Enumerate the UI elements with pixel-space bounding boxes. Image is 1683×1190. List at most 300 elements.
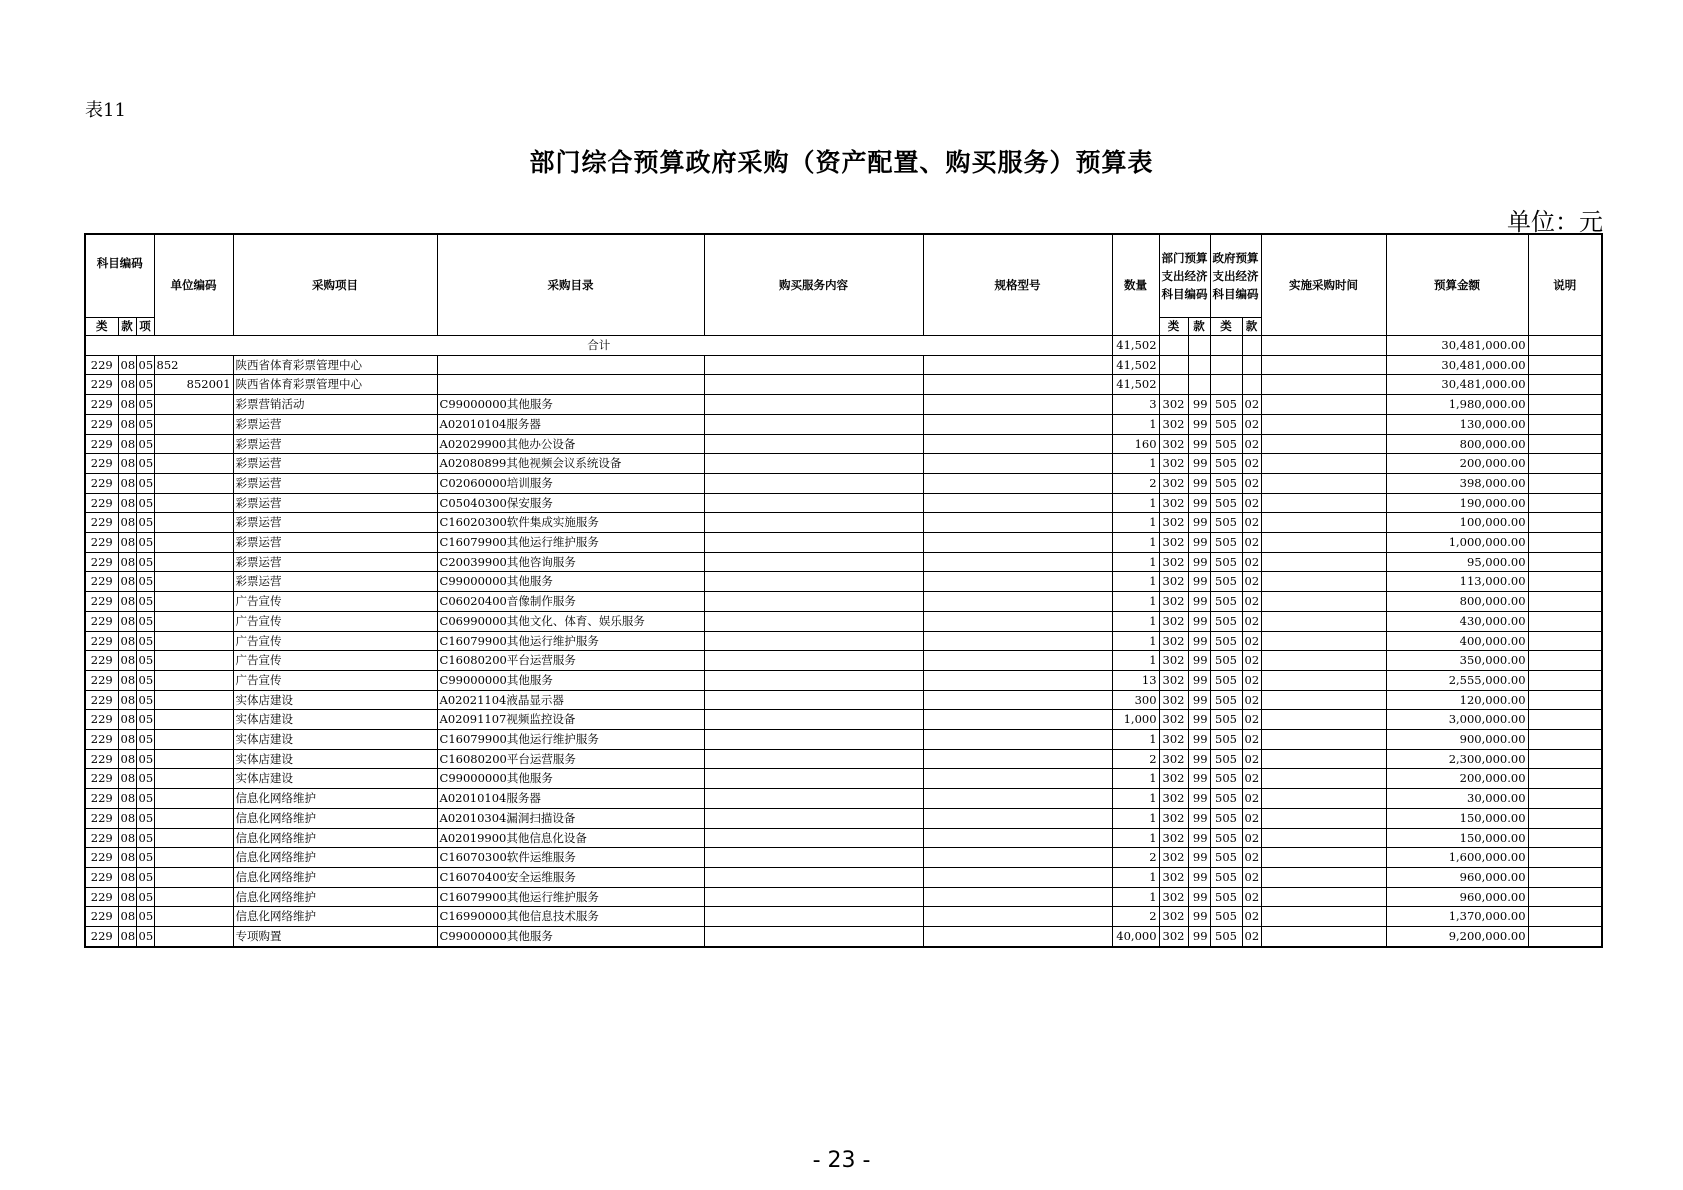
cell-gov-econ-kuan: 02	[1242, 473, 1261, 493]
cell-budget-amount: 1,600,000.00	[1386, 848, 1528, 868]
cell-subject-kuan: 08	[118, 769, 136, 789]
cell-quantity: 1	[1112, 552, 1159, 572]
cell-dept-econ-kuan: 99	[1188, 828, 1210, 848]
cell-subject-xiang: 05	[136, 375, 154, 395]
cell-gov-econ-kuan: 02	[1242, 631, 1261, 651]
total-amount: 30,481,000.00	[1386, 336, 1528, 356]
cell-gov-econ-lei: 505	[1210, 414, 1242, 434]
cell-quantity: 1	[1112, 887, 1159, 907]
header-gov-lei: 类	[1210, 318, 1242, 336]
cell-unit-code	[154, 828, 233, 848]
cell-unit-code	[154, 907, 233, 927]
cell-service-content	[704, 611, 923, 631]
cell-dept-econ-kuan: 99	[1188, 848, 1210, 868]
cell-dept-econ-lei: 302	[1159, 730, 1188, 750]
cell-budget-amount: 9,200,000.00	[1386, 927, 1528, 947]
cell-service-content	[704, 710, 923, 730]
cell-service-content	[704, 867, 923, 887]
cell-dept-econ-lei: 302	[1159, 434, 1188, 454]
cell-subject-lei: 229	[85, 355, 118, 375]
cell-budget-amount: 398,000.00	[1386, 473, 1528, 493]
cell-dept-econ-lei: 302	[1159, 592, 1188, 612]
cell-subject-kuan: 08	[118, 513, 136, 533]
cell-subject-kuan: 08	[118, 473, 136, 493]
cell-quantity: 2	[1112, 848, 1159, 868]
cell-budget-amount: 1,980,000.00	[1386, 395, 1528, 415]
cell-gov-econ-kuan: 02	[1242, 927, 1261, 947]
cell-subject-lei: 229	[85, 395, 118, 415]
cell-note	[1528, 493, 1602, 513]
cell-unit-code	[154, 769, 233, 789]
cell-unit-code	[154, 552, 233, 572]
cell-dept-econ-lei: 302	[1159, 651, 1188, 671]
cell-subject-lei: 229	[85, 710, 118, 730]
cell-service-content	[704, 828, 923, 848]
cell-gov-econ-lei: 505	[1210, 493, 1242, 513]
cell-project: 彩票运营	[233, 493, 437, 513]
cell-unit-code	[154, 710, 233, 730]
cell-procurement-time	[1261, 848, 1386, 868]
cell-subject-lei: 229	[85, 493, 118, 513]
table-row	[85, 690, 1602, 710]
cell-gov-econ-lei: 505	[1210, 473, 1242, 493]
cell-catalog: A02021104液晶显示器	[437, 690, 704, 710]
cell-spec-model	[923, 651, 1112, 671]
cell-subject-lei: 229	[85, 749, 118, 769]
cell-unit-code	[154, 513, 233, 533]
cell-subject-xiang: 05	[136, 690, 154, 710]
table-row	[85, 414, 1602, 434]
cell-subject-xiang: 05	[136, 848, 154, 868]
cell-catalog: C16080200平台运营服务	[437, 749, 704, 769]
cell-subject-kuan: 08	[118, 395, 136, 415]
cell-gov-econ-lei: 505	[1210, 611, 1242, 631]
cell-gov-econ-kuan: 02	[1242, 769, 1261, 789]
cell-procurement-time	[1261, 769, 1386, 789]
cell-budget-amount: 1,370,000.00	[1386, 907, 1528, 927]
cell-catalog: C05040300保安服务	[437, 493, 704, 513]
cell-spec-model	[923, 473, 1112, 493]
cell-catalog: A02010104服务器	[437, 789, 704, 809]
table-row	[85, 355, 1602, 375]
cell-spec-model	[923, 670, 1112, 690]
cell-dept-econ-kuan: 99	[1188, 710, 1210, 730]
cell-dept-econ-kuan: 99	[1188, 670, 1210, 690]
cell-spec-model	[923, 434, 1112, 454]
header-gov-econ-code: 政府预算支出经济科目编码	[1210, 234, 1261, 318]
table-row	[85, 828, 1602, 848]
cell-dept-econ-lei: 302	[1159, 789, 1188, 809]
cell-dept-econ-lei: 302	[1159, 414, 1188, 434]
cell-note	[1528, 611, 1602, 631]
cell-service-content	[704, 513, 923, 533]
cell-gov-econ-lei: 505	[1210, 670, 1242, 690]
cell-procurement-time	[1261, 907, 1386, 927]
cell-gov-econ-kuan: 02	[1242, 808, 1261, 828]
cell-procurement-time	[1261, 513, 1386, 533]
cell-procurement-time	[1261, 927, 1386, 947]
cell-subject-xiang: 05	[136, 631, 154, 651]
cell-unit-code	[154, 927, 233, 947]
header-unit-code: 单位编码	[154, 234, 233, 336]
cell-empty	[1210, 336, 1242, 356]
cell-spec-model	[923, 828, 1112, 848]
table-row	[85, 907, 1602, 927]
cell-quantity: 3	[1112, 395, 1159, 415]
cell-project: 实体店建设	[233, 710, 437, 730]
cell-procurement-time	[1261, 592, 1386, 612]
cell-spec-model	[923, 375, 1112, 395]
cell-service-content	[704, 749, 923, 769]
cell-procurement-time	[1261, 493, 1386, 513]
cell-subject-xiang: 05	[136, 670, 154, 690]
cell-service-content	[704, 808, 923, 828]
cell-procurement-time	[1261, 611, 1386, 631]
cell-subject-kuan: 08	[118, 670, 136, 690]
cell-subject-kuan: 08	[118, 611, 136, 631]
cell-quantity: 2	[1112, 749, 1159, 769]
header-dept-econ-code: 部门预算支出经济科目编码	[1159, 234, 1210, 318]
cell-service-content	[704, 730, 923, 750]
cell-unit-code	[154, 808, 233, 828]
cell-subject-kuan: 08	[118, 690, 136, 710]
table-row	[85, 769, 1602, 789]
cell-dept-econ-lei: 302	[1159, 710, 1188, 730]
cell-subject-lei: 229	[85, 769, 118, 789]
cell-spec-model	[923, 769, 1112, 789]
total-row	[85, 336, 1602, 356]
cell-empty	[1261, 336, 1386, 356]
cell-gov-econ-kuan: 02	[1242, 749, 1261, 769]
cell-note	[1528, 848, 1602, 868]
cell-project: 广告宣传	[233, 651, 437, 671]
cell-spec-model	[923, 848, 1112, 868]
cell-dept-econ-kuan: 99	[1188, 808, 1210, 828]
total-quantity: 41,502	[1112, 336, 1159, 356]
cell-procurement-time	[1261, 808, 1386, 828]
cell-gov-econ-lei: 505	[1210, 454, 1242, 474]
table-row	[85, 572, 1602, 592]
cell-catalog: C16020300软件集成实施服务	[437, 513, 704, 533]
cell-catalog	[437, 355, 704, 375]
cell-quantity: 1	[1112, 414, 1159, 434]
cell-spec-model	[923, 887, 1112, 907]
cell-subject-kuan: 08	[118, 651, 136, 671]
cell-empty	[1188, 336, 1210, 356]
cell-service-content	[704, 395, 923, 415]
cell-gov-econ-kuan: 02	[1242, 828, 1261, 848]
cell-quantity: 1	[1112, 493, 1159, 513]
cell-catalog: C06020400音像制作服务	[437, 592, 704, 612]
cell-dept-econ-kuan: 99	[1188, 513, 1210, 533]
cell-unit-code: 852	[154, 355, 233, 375]
cell-catalog	[437, 375, 704, 395]
table-row	[85, 552, 1602, 572]
cell-service-content	[704, 651, 923, 671]
cell-gov-econ-kuan: 02	[1242, 395, 1261, 415]
cell-budget-amount: 113,000.00	[1386, 572, 1528, 592]
cell-unit-code	[154, 749, 233, 769]
cell-project: 彩票运营	[233, 473, 437, 493]
cell-note	[1528, 375, 1602, 395]
cell-catalog: C99000000其他服务	[437, 927, 704, 947]
cell-subject-kuan: 08	[118, 907, 136, 927]
cell-catalog: C16079900其他运行维护服务	[437, 887, 704, 907]
cell-empty	[1528, 336, 1602, 356]
cell-unit-code	[154, 454, 233, 474]
cell-dept-econ-kuan: 99	[1188, 651, 1210, 671]
cell-subject-lei: 229	[85, 375, 118, 395]
cell-gov-econ-kuan: 02	[1242, 670, 1261, 690]
cell-note	[1528, 395, 1602, 415]
cell-gov-econ-kuan	[1242, 355, 1261, 375]
header-dept-kuan: 款	[1188, 318, 1210, 336]
cell-unit-code	[154, 414, 233, 434]
cell-budget-amount: 350,000.00	[1386, 651, 1528, 671]
cell-spec-model	[923, 690, 1112, 710]
cell-note	[1528, 710, 1602, 730]
cell-quantity: 1	[1112, 631, 1159, 651]
cell-service-content	[704, 414, 923, 434]
cell-gov-econ-lei	[1210, 375, 1242, 395]
cell-subject-xiang: 05	[136, 572, 154, 592]
cell-gov-econ-lei: 505	[1210, 631, 1242, 651]
cell-quantity: 1	[1112, 592, 1159, 612]
cell-subject-lei: 229	[85, 730, 118, 750]
cell-procurement-time	[1261, 434, 1386, 454]
cell-catalog: C06990000其他文化、体育、娱乐服务	[437, 611, 704, 631]
cell-project: 陕西省体育彩票管理中心	[233, 355, 437, 375]
cell-subject-kuan: 08	[118, 848, 136, 868]
cell-unit-code	[154, 631, 233, 651]
header-gov-kuan: 款	[1242, 318, 1261, 336]
cell-budget-amount: 960,000.00	[1386, 887, 1528, 907]
cell-subject-kuan: 08	[118, 789, 136, 809]
cell-unit-code	[154, 670, 233, 690]
cell-note	[1528, 454, 1602, 474]
cell-procurement-time	[1261, 533, 1386, 553]
table-row	[85, 789, 1602, 809]
unit-label: 单位：元	[1507, 208, 1603, 236]
cell-dept-econ-lei: 302	[1159, 867, 1188, 887]
cell-dept-econ-lei: 302	[1159, 848, 1188, 868]
cell-dept-econ-kuan: 99	[1188, 533, 1210, 553]
cell-budget-amount: 95,000.00	[1386, 552, 1528, 572]
cell-dept-econ-lei: 302	[1159, 611, 1188, 631]
cell-dept-econ-lei: 302	[1159, 907, 1188, 927]
cell-gov-econ-lei: 505	[1210, 513, 1242, 533]
cell-project: 彩票运营	[233, 572, 437, 592]
cell-spec-model	[923, 808, 1112, 828]
cell-service-content	[704, 592, 923, 612]
cell-subject-kuan: 08	[118, 375, 136, 395]
cell-spec-model	[923, 395, 1112, 415]
cell-project: 广告宣传	[233, 670, 437, 690]
cell-subject-lei: 229	[85, 631, 118, 651]
cell-note	[1528, 769, 1602, 789]
cell-subject-xiang: 05	[136, 473, 154, 493]
cell-note	[1528, 552, 1602, 572]
cell-gov-econ-lei: 505	[1210, 887, 1242, 907]
cell-gov-econ-lei: 505	[1210, 572, 1242, 592]
header-spec-model: 规格型号	[923, 234, 1112, 336]
cell-catalog: A02019900其他信息化设备	[437, 828, 704, 848]
table-row	[85, 533, 1602, 553]
cell-dept-econ-lei: 302	[1159, 631, 1188, 651]
cell-quantity: 1	[1112, 828, 1159, 848]
procurement-budget-table	[84, 233, 1603, 948]
cell-service-content	[704, 493, 923, 513]
cell-subject-xiang: 05	[136, 749, 154, 769]
cell-gov-econ-kuan: 02	[1242, 789, 1261, 809]
cell-project: 彩票运营	[233, 414, 437, 434]
cell-subject-xiang: 05	[136, 454, 154, 474]
cell-project: 彩票营销活动	[233, 395, 437, 415]
cell-catalog: C16079900其他运行维护服务	[437, 533, 704, 553]
cell-spec-model	[923, 710, 1112, 730]
cell-unit-code	[154, 473, 233, 493]
cell-gov-econ-lei: 505	[1210, 828, 1242, 848]
cell-subject-xiang: 05	[136, 395, 154, 415]
cell-subject-xiang: 05	[136, 828, 154, 848]
cell-subject-kuan: 08	[118, 710, 136, 730]
cell-dept-econ-kuan: 99	[1188, 395, 1210, 415]
cell-gov-econ-lei: 505	[1210, 710, 1242, 730]
cell-gov-econ-lei: 505	[1210, 749, 1242, 769]
cell-subject-lei: 229	[85, 572, 118, 592]
cell-spec-model	[923, 749, 1112, 769]
cell-subject-lei: 229	[85, 611, 118, 631]
cell-spec-model	[923, 907, 1112, 927]
cell-unit-code: 852001	[154, 375, 233, 395]
cell-project: 专项购置	[233, 927, 437, 947]
cell-subject-xiang: 05	[136, 710, 154, 730]
cell-gov-econ-lei: 505	[1210, 651, 1242, 671]
cell-note	[1528, 533, 1602, 553]
cell-subject-xiang: 05	[136, 414, 154, 434]
cell-spec-model	[923, 730, 1112, 750]
cell-quantity: 41,502	[1112, 375, 1159, 395]
cell-procurement-time	[1261, 572, 1386, 592]
cell-service-content	[704, 473, 923, 493]
cell-project: 广告宣传	[233, 592, 437, 612]
cell-subject-lei: 229	[85, 670, 118, 690]
cell-subject-lei: 229	[85, 552, 118, 572]
header-budget-amount: 预算金额	[1386, 234, 1528, 336]
cell-gov-econ-lei: 505	[1210, 867, 1242, 887]
cell-service-content	[704, 355, 923, 375]
cell-quantity: 300	[1112, 690, 1159, 710]
cell-unit-code	[154, 395, 233, 415]
cell-quantity: 40,000	[1112, 927, 1159, 947]
cell-note	[1528, 473, 1602, 493]
cell-unit-code	[154, 572, 233, 592]
cell-quantity: 1	[1112, 572, 1159, 592]
cell-subject-lei: 229	[85, 533, 118, 553]
cell-subject-lei: 229	[85, 651, 118, 671]
cell-note	[1528, 808, 1602, 828]
cell-budget-amount: 200,000.00	[1386, 454, 1528, 474]
table-row	[85, 749, 1602, 769]
cell-gov-econ-kuan: 02	[1242, 887, 1261, 907]
cell-note	[1528, 867, 1602, 887]
cell-catalog: C99000000其他服务	[437, 395, 704, 415]
cell-subject-kuan: 08	[118, 749, 136, 769]
cell-project: 实体店建设	[233, 730, 437, 750]
cell-subject-kuan: 08	[118, 434, 136, 454]
cell-gov-econ-kuan: 02	[1242, 513, 1261, 533]
cell-spec-model	[923, 454, 1112, 474]
cell-service-content	[704, 690, 923, 710]
cell-gov-econ-kuan: 02	[1242, 690, 1261, 710]
cell-unit-code	[154, 690, 233, 710]
cell-unit-code	[154, 867, 233, 887]
cell-spec-model	[923, 533, 1112, 553]
cell-empty	[1159, 336, 1188, 356]
cell-dept-econ-kuan: 99	[1188, 473, 1210, 493]
cell-gov-econ-kuan: 02	[1242, 414, 1261, 434]
cell-note	[1528, 631, 1602, 651]
cell-gov-econ-lei	[1210, 355, 1242, 375]
cell-gov-econ-lei: 505	[1210, 434, 1242, 454]
cell-gov-econ-kuan: 02	[1242, 651, 1261, 671]
cell-dept-econ-lei: 302	[1159, 749, 1188, 769]
cell-project: 彩票运营	[233, 434, 437, 454]
header-subject-kuan: 款	[118, 318, 136, 336]
table-row	[85, 375, 1602, 395]
cell-procurement-time	[1261, 670, 1386, 690]
cell-budget-amount: 30,000.00	[1386, 789, 1528, 809]
cell-service-content	[704, 769, 923, 789]
cell-note	[1528, 572, 1602, 592]
cell-budget-amount: 190,000.00	[1386, 493, 1528, 513]
cell-procurement-time	[1261, 375, 1386, 395]
cell-subject-kuan: 08	[118, 808, 136, 828]
cell-gov-econ-kuan: 02	[1242, 710, 1261, 730]
cell-budget-amount: 120,000.00	[1386, 690, 1528, 710]
cell-budget-amount: 30,481,000.00	[1386, 375, 1528, 395]
cell-dept-econ-kuan: 99	[1188, 749, 1210, 769]
cell-service-content	[704, 375, 923, 395]
cell-dept-econ-lei: 302	[1159, 572, 1188, 592]
cell-project: 信息化网络维护	[233, 907, 437, 927]
cell-dept-econ-kuan: 99	[1188, 493, 1210, 513]
cell-gov-econ-lei: 505	[1210, 907, 1242, 927]
cell-subject-lei: 229	[85, 808, 118, 828]
cell-subject-xiang: 05	[136, 927, 154, 947]
cell-subject-lei: 229	[85, 789, 118, 809]
cell-catalog: C16070400安全运维服务	[437, 867, 704, 887]
cell-dept-econ-lei	[1159, 375, 1188, 395]
cell-gov-econ-lei: 505	[1210, 789, 1242, 809]
cell-subject-xiang: 05	[136, 611, 154, 631]
cell-procurement-time	[1261, 789, 1386, 809]
cell-note	[1528, 730, 1602, 750]
header-procurement-time: 实施采购时间	[1261, 234, 1386, 336]
cell-gov-econ-lei: 505	[1210, 808, 1242, 828]
cell-subject-xiang: 05	[136, 808, 154, 828]
cell-gov-econ-lei: 505	[1210, 533, 1242, 553]
cell-unit-code	[154, 651, 233, 671]
table-number-label: 表11	[85, 100, 126, 121]
cell-subject-lei: 229	[85, 592, 118, 612]
cell-procurement-time	[1261, 473, 1386, 493]
cell-subject-xiang: 05	[136, 769, 154, 789]
cell-dept-econ-kuan: 99	[1188, 927, 1210, 947]
cell-quantity: 1,000	[1112, 710, 1159, 730]
cell-subject-lei: 229	[85, 513, 118, 533]
cell-unit-code	[154, 848, 233, 868]
